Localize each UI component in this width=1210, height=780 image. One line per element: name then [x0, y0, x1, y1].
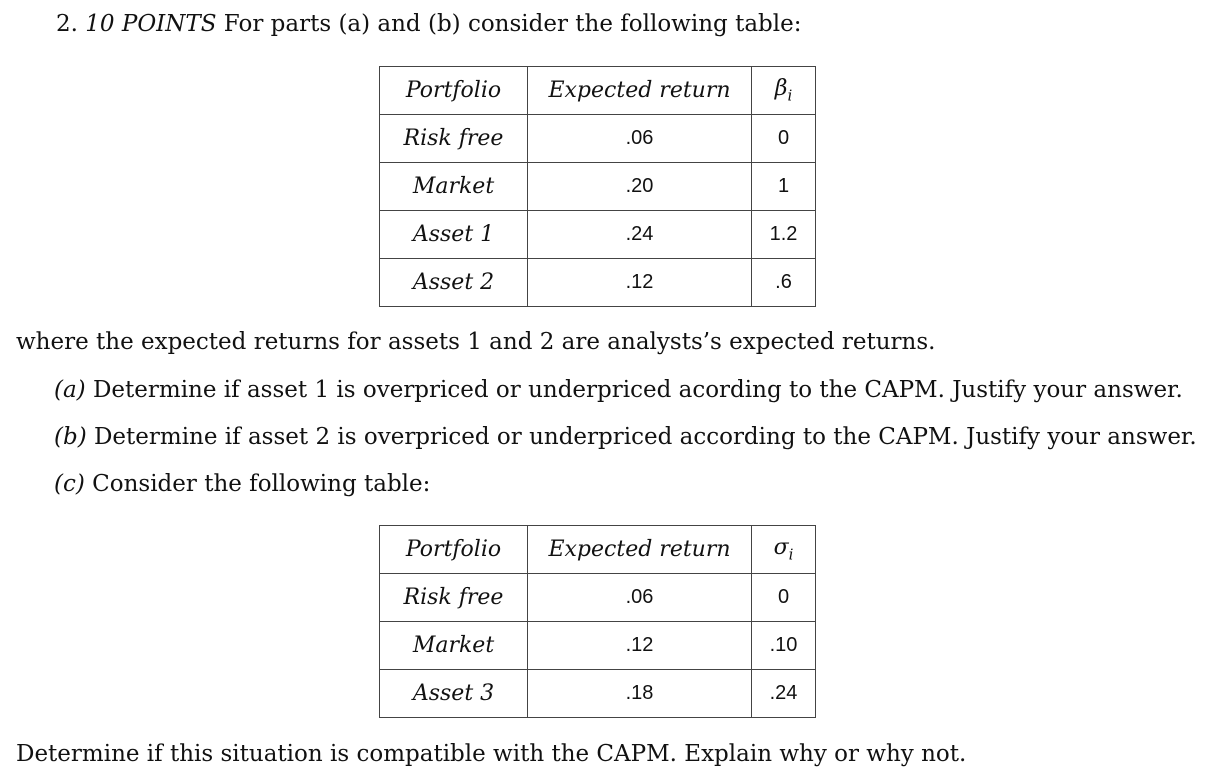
part-text: Determine if asset 1 is overpriced or underpriced acording to the CAPM. Justify your answer.: [92, 377, 1183, 403]
conclusion-text: Determine if this situation is compatible with the CAPM. Explain why or why not.: [16, 741, 967, 767]
header-sigma: $\sigma_i$: [752, 526, 816, 574]
table-row: [380, 163, 816, 211]
cell-sigma: .24: [752, 670, 816, 718]
cell-portfolio: Asset 1: [380, 211, 528, 259]
cell-beta: .6: [752, 259, 816, 307]
header-beta: $\beta_i$: [752, 67, 816, 115]
cell-beta: 1.2: [752, 211, 816, 259]
cell-portfolio: Asset 3: [380, 670, 528, 718]
part-label: (c): [54, 471, 85, 497]
cell-expected-return: .12: [528, 259, 752, 307]
table-row: [380, 115, 816, 163]
table-row: [380, 259, 816, 307]
cell-expected-return: .06: [528, 574, 752, 622]
part-c: [54, 470, 430, 498]
table-row: [380, 670, 816, 718]
part-b: [54, 423, 1197, 451]
cell-portfolio: Market: [380, 163, 528, 211]
problem-points: 10 POINTS: [85, 11, 217, 37]
part-text: Consider the following table:: [92, 471, 431, 497]
header-expected-return: Expected return: [528, 67, 752, 115]
cell-expected-return: .12: [528, 622, 752, 670]
table-row: [380, 211, 816, 259]
problem-intro: For parts (a) and (b) consider the following table:: [223, 11, 802, 37]
cell-sigma: 0: [752, 574, 816, 622]
header-portfolio: Portfolio: [380, 526, 528, 574]
cell-sigma: .10: [752, 622, 816, 670]
cell-portfolio: Risk free: [380, 574, 528, 622]
table-header-row: [380, 67, 816, 115]
problem-heading: [56, 10, 801, 38]
header-expected-return: Expected return: [528, 526, 752, 574]
cell-beta: 1: [752, 163, 816, 211]
cell-portfolio: Asset 2: [380, 259, 528, 307]
part-label: (a): [54, 377, 86, 403]
part-label: (b): [54, 424, 87, 450]
cell-expected-return: .24: [528, 211, 752, 259]
part-text: Determine if asset 2 is overpriced or underpriced according to the CAPM. Justify your answer.: [93, 424, 1197, 450]
cell-expected-return: .06: [528, 115, 752, 163]
cell-portfolio: Risk free: [380, 115, 528, 163]
table-row: [380, 622, 816, 670]
where-text: where the expected returns for assets 1 and 2 are analysts’s expected returns.: [16, 329, 936, 355]
table-header-row: [380, 526, 816, 574]
beta-table: [379, 66, 816, 307]
table-row: [380, 574, 816, 622]
cell-portfolio: Market: [380, 622, 528, 670]
header-portfolio: Portfolio: [380, 67, 528, 115]
part-a: [54, 376, 1183, 404]
problem-number: 2.: [56, 11, 78, 37]
cell-expected-return: .20: [528, 163, 752, 211]
cell-expected-return: .18: [528, 670, 752, 718]
sigma-table: [379, 525, 816, 718]
cell-beta: 0: [752, 115, 816, 163]
